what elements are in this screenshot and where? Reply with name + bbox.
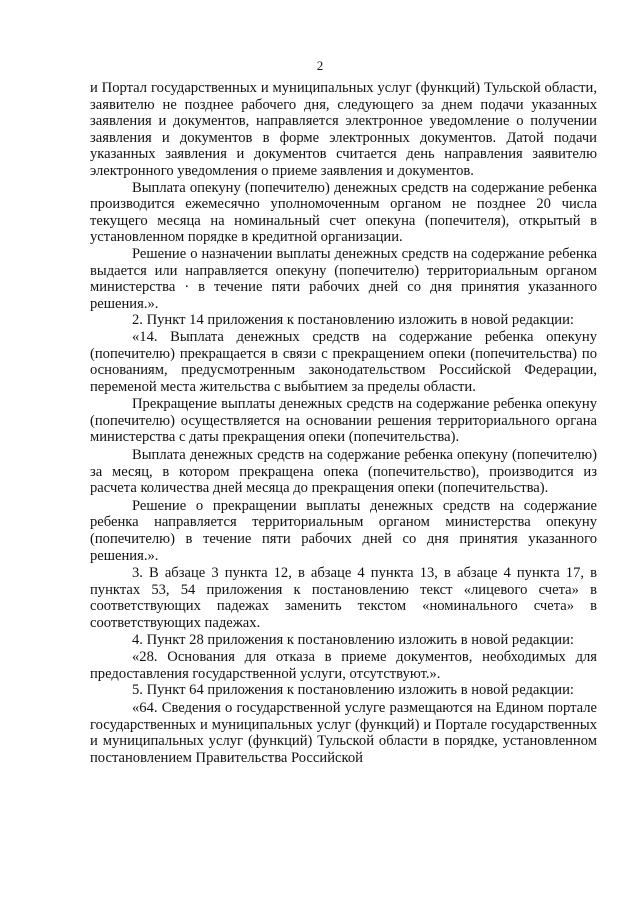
paragraph: Решение о назначении выплаты денежных средств на содержание ребенка выдается или направляется опекуну (попечителю) территориальным органом министерства · в течение пяти рабочих дней со дня принятия указанного решения.». — [90, 245, 597, 312]
paragraph: Решение о прекращении выплаты денежных средств на содержание ребенка направляется территориальным органом министерства опекуну (попечителю) в течение пяти рабочих дней со дня принятия указанного решения.». — [90, 497, 597, 564]
paragraph: и Портал государственных и муниципальных услуг (функций) Тульской области, заявителю не позднее рабочего дня, следующего за днем подачи указанных заявления и документов, направляется электронное уведомление о получении заявления и документов в форме электронных документов. Датой подачи указанных заявления и документов считается день направления заявителю электронного уведомления о приеме заявления и документов. — [90, 80, 597, 179]
paragraph: «28. Основания для отказа в приеме документов, необходимых для предоставления государственной услуги, отсутствуют.». — [90, 649, 597, 682]
paragraph: «64. Сведения о государственной услуге размещаются на Едином портале государственных и муниципальных услуг (функций) и Портале государственных и муниципальных услуг (функций) Тульской области в порядке, установленном постановлением Правительства Российской — [90, 699, 597, 766]
paragraph: Выплата опекуну (попечителю) денежных средств на содержание ребенка производится ежемесячно уполномоченным органом не позднее 20 числа текущего месяца на номинальный счет опекуна (попечителя), открытый в установленном порядке в кредитной организации. — [90, 179, 597, 246]
paragraph: 2. Пункт 14 приложения к постановлению изложить в новой редакции: — [132, 312, 574, 329]
paragraph: 3. В абзаце 3 пункта 12, в абзаце 4 пункта 13, в абзаце 4 пункта 17, в пунктах 53, 54 приложения к постановлению текст «лицевого счета» в соответствующих падежах заменить текстом «номинального счета» в соответствующих падежах. — [90, 565, 597, 631]
paragraph: 4. Пункт 28 приложения к постановлению изложить в новой редакции: — [132, 631, 574, 648]
paragraph: Выплата денежных средств на содержание ребенка опекуну (попечителю) за месяц, в котором прекращена опека (попечительство), производится из расчета количества дней месяца до прекращения опеки (попечительства). — [90, 447, 597, 497]
document-body — [90, 80, 597, 766]
page-number: 2 — [316, 58, 324, 73]
paragraph: 5. Пункт 64 приложения к постановлению изложить в новой редакции: — [132, 682, 574, 699]
paragraph: Прекращение выплаты денежных средств на содержание ребенка опекуну (попечителю) осуществляется на основании решения территориального органа министерства с даты прекращения опеки (попечительства). — [90, 396, 597, 446]
paragraph: «14. Выплата денежных средств на содержание ребенка опекуну (попечителю) прекращается в связи с прекращением опеки (попечительства) по основаниям, предусмотренным законодательством Российской Федерации, переменой места жительства с выбытием за пределы области. — [90, 328, 597, 395]
